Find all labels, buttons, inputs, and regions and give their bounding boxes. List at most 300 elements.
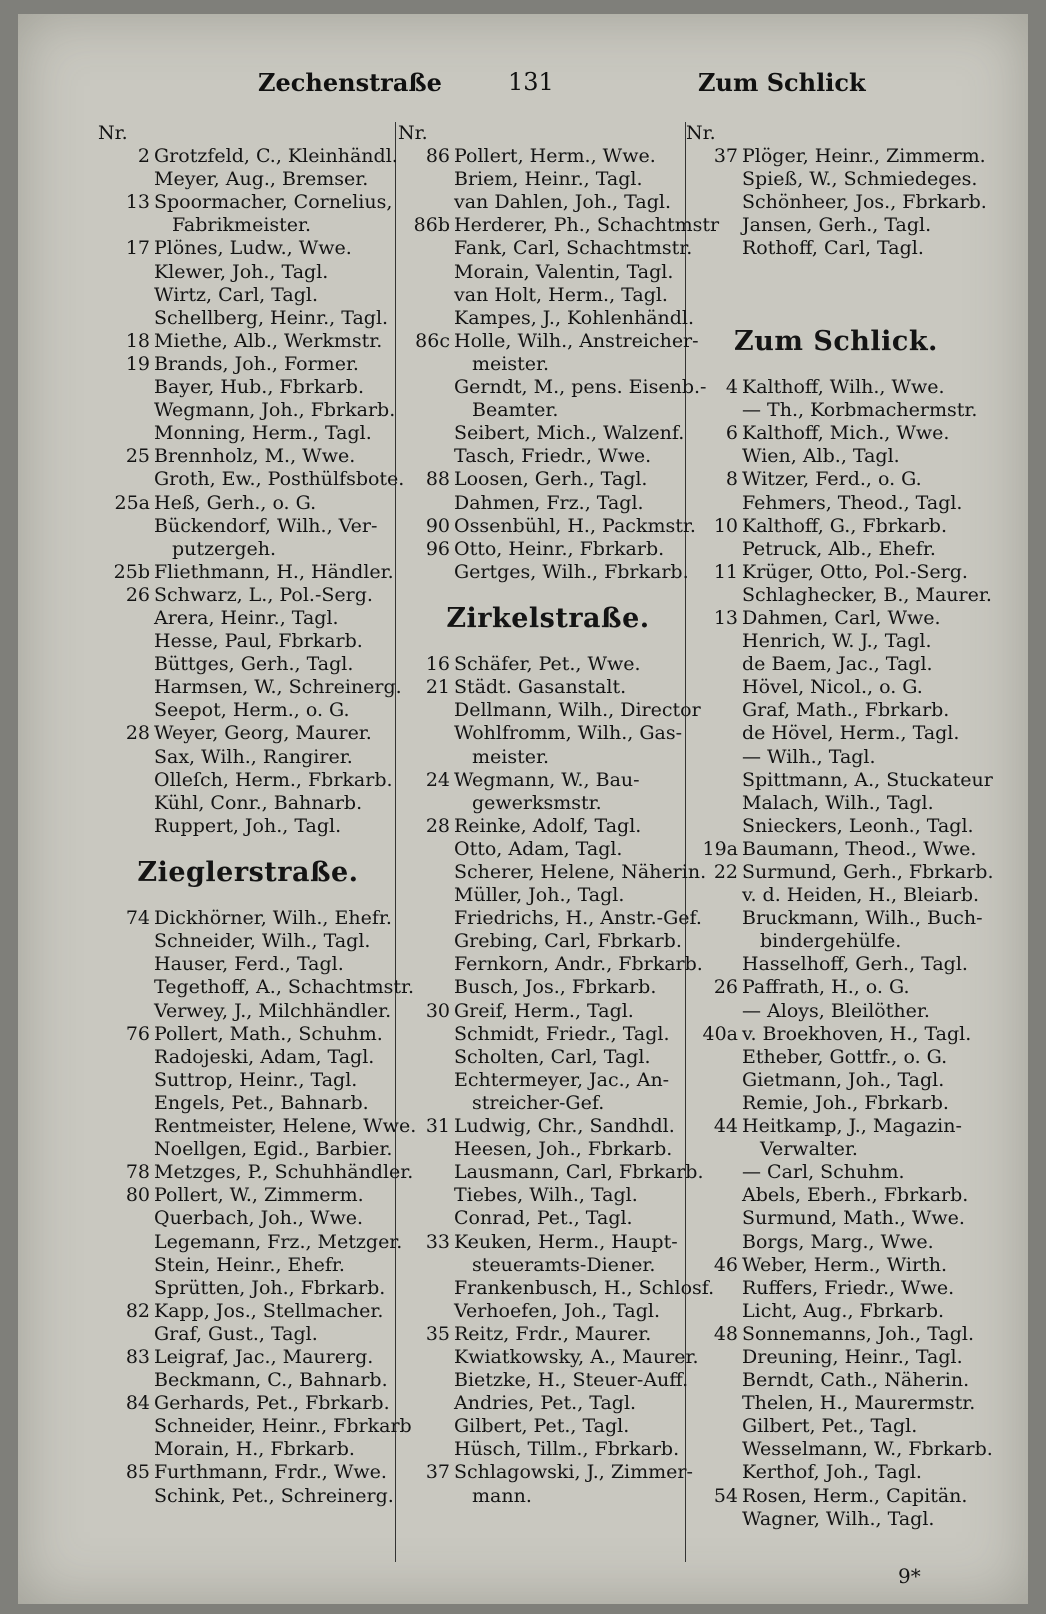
resident-text: — Carl, Schuhm. <box>742 1161 905 1184</box>
directory-entry <box>686 1369 986 1392</box>
resident-text: Henrich, W. J., Tagl. <box>742 630 932 653</box>
resident-text: Otto, Heinr., Fbrkarb. <box>454 537 665 560</box>
directory-entry <box>686 145 986 168</box>
resident-text: Dahmen, Carl, Wwe. <box>742 606 941 629</box>
house-number: 46 <box>713 1253 738 1276</box>
directory-entry <box>686 1461 986 1484</box>
number-column-label <box>398 122 698 145</box>
directory-entry <box>686 1207 986 1230</box>
column-right <box>686 122 994 1531</box>
house-number: 86c <box>415 329 450 352</box>
resident-text: Fehmers, Theod., Tagl. <box>742 491 963 514</box>
resident-text: Wohlfromm, Wilh., Gas- <box>454 722 683 745</box>
resident-text: Remie, Joh., Fbrkarb. <box>742 1091 949 1114</box>
resident-text: Graf, Gust., Tagl. <box>154 1322 318 1345</box>
directory-entry <box>686 1069 986 1092</box>
directory-entry <box>686 699 986 722</box>
directory-entry <box>98 976 415 999</box>
directory-entry <box>398 515 698 538</box>
resident-text: Müller, Joh., Tagl. <box>454 884 625 907</box>
resident-text: Wesselmann, W., Fbrkarb. <box>742 1438 993 1461</box>
directory-entry <box>398 1392 698 1415</box>
resident-text: Bückendorf, Wilh., Ver- <box>154 514 378 537</box>
resident-text: gewerksmstr. <box>472 791 602 814</box>
directory-entry <box>98 307 398 330</box>
house-number: 33 <box>425 1230 450 1253</box>
directory-entry <box>98 1415 412 1438</box>
resident-text: meister. <box>472 352 550 375</box>
directory-entry <box>686 792 986 815</box>
resident-text: Seepot, Herm., o. G. <box>154 699 350 722</box>
resident-text: Kapp, Jos., Stellmacher. <box>154 1299 384 1322</box>
resident-text: Schneider, Heinr., Fbrkarb <box>154 1415 412 1438</box>
resident-text: Ossenbühl, H., Packmstr. <box>454 514 696 537</box>
directory-entry <box>398 1369 698 1392</box>
resident-text: Metzges, P., Schuhhändler. <box>154 1161 414 1184</box>
resident-text: Keuken, Herm., Haupt- <box>454 1230 678 1253</box>
directory-entry <box>98 261 398 284</box>
directory-entry <box>398 492 698 515</box>
column-left <box>98 122 417 1508</box>
house-number: 24 <box>425 768 450 791</box>
resident-text: Holle, Wilh., Anstreicher- <box>454 329 699 352</box>
resident-text: Kerthof, Joh., Tagl. <box>742 1461 922 1484</box>
directory-entry <box>398 191 698 214</box>
resident-text: Dickhörner, Wilh., Ehefr. <box>154 907 392 930</box>
nr-label: Nr. <box>398 122 428 144</box>
directory-entry <box>686 815 986 838</box>
directory-entry <box>98 468 405 491</box>
directory-entry <box>686 422 986 445</box>
directory-entry <box>686 1000 986 1023</box>
resident-text: Heitkamp, J., Magazin- <box>742 1115 962 1138</box>
resident-text: Busch, Jos., Fbrkarb. <box>454 976 657 999</box>
directory-entry <box>686 1277 986 1300</box>
resident-text: Kwiatkowsky, A., Maurer. <box>454 1345 699 1368</box>
house-number: 85 <box>125 1461 150 1484</box>
resident-text: Beckmann, C., Bahnarb. <box>154 1369 388 1392</box>
resident-text: Legemann, Frz., Metzger. <box>154 1230 403 1253</box>
directory-entry <box>98 722 398 745</box>
directory-entry <box>398 930 698 953</box>
directory-entry <box>686 953 986 976</box>
resident-text: Wagner, Wilh., Tagl. <box>742 1507 935 1530</box>
resident-text: Wien, Alb., Tagl. <box>742 445 900 468</box>
resident-text: mann. <box>472 1484 532 1507</box>
directory-entry <box>98 630 398 653</box>
directory-entry <box>398 676 698 699</box>
house-number: 83 <box>125 1345 150 1368</box>
directory-entry <box>686 1254 986 1277</box>
resident-text: Wegmann, W., Bau- <box>454 768 640 791</box>
resident-text: Conrad, Pet., Tagl. <box>454 1207 633 1230</box>
directory-entry <box>398 1323 698 1346</box>
resident-text: Seibert, Mich., Walzenf. <box>454 422 685 445</box>
directory-entry <box>398 884 698 907</box>
resident-text: Schneider, Wilh., Tagl. <box>154 930 371 953</box>
directory-entry <box>398 284 698 307</box>
directory-entry <box>398 168 698 191</box>
resident-text: Hauser, Ferd., Tagl. <box>154 953 344 976</box>
directory-entry <box>98 1092 398 1115</box>
resident-text: de Baem, Jac., Tagl. <box>742 653 933 676</box>
directory-entry <box>686 561 986 584</box>
directory-entry <box>98 907 398 930</box>
directory-entry <box>398 769 698 792</box>
resident-text: Echtermeyer, Jac., An- <box>454 1068 670 1091</box>
directory-entry <box>686 1115 986 1138</box>
resident-text: Lausmann, Carl, Fbrkarb. <box>454 1161 704 1184</box>
directory-entry <box>98 676 402 699</box>
directory-entry <box>398 861 707 884</box>
resident-text: — Aloys, Bleilöther. <box>742 999 930 1022</box>
resident-text: — Wilh., Tagl. <box>742 745 876 768</box>
directory-entry <box>686 653 986 676</box>
directory-entry <box>98 769 398 792</box>
directory-entry <box>686 1346 986 1369</box>
directory-entry <box>398 1346 698 1369</box>
resident-text: Fernkorn, Andr., Fbrkarb. <box>454 953 703 976</box>
house-number: 78 <box>125 1161 150 1184</box>
directory-entry <box>686 1184 986 1207</box>
directory-entry <box>98 399 398 422</box>
resident-text: Morain, Valentin, Tagl. <box>454 260 674 283</box>
directory-entry <box>686 1231 986 1254</box>
resident-text: Frankenbusch, H., Schlosf. <box>454 1276 715 1299</box>
resident-text: putzergeh. <box>172 537 277 560</box>
directory-entry <box>686 1415 986 1438</box>
resident-text: Schäfer, Pet., Wwe. <box>454 653 641 676</box>
resident-text: Klewer, Joh., Tagl. <box>154 260 329 283</box>
entry-continuation <box>398 792 698 815</box>
directory-entry <box>98 145 398 168</box>
directory-entry <box>686 746 986 769</box>
directory-entry <box>686 492 986 515</box>
directory-entry <box>686 884 986 907</box>
directory-entry <box>98 515 398 538</box>
directory-entry <box>98 607 398 630</box>
directory-entry <box>686 1485 986 1508</box>
street-heading: Zum Schlick. <box>734 325 938 357</box>
resident-text: Schönheer, Jos., Fbrkarb. <box>742 191 987 214</box>
directory-entry <box>686 1438 993 1461</box>
resident-text: Plöger, Heinr., Zimmerm. <box>742 145 986 168</box>
resident-text: Leigraf, Jac., Maurerg. <box>154 1345 374 1368</box>
entry-continuation <box>398 1092 698 1115</box>
resident-text: Spoormacher, Cornelius, <box>154 191 393 214</box>
resident-text: Morain, H., Fbrkarb. <box>154 1438 355 1461</box>
directory-entry <box>686 1046 986 1069</box>
directory-entry <box>398 1138 698 1161</box>
house-number: 21 <box>425 676 450 699</box>
directory-entry <box>98 1207 398 1230</box>
directory-entry <box>686 515 986 538</box>
directory-entry <box>686 214 986 237</box>
entry-continuation <box>398 1485 698 1508</box>
directory-entry <box>98 1277 398 1300</box>
header-right-street: Zum Schlick <box>698 68 866 97</box>
directory-entry <box>686 676 986 699</box>
house-number: 28 <box>125 722 150 745</box>
house-number: 16 <box>425 653 450 676</box>
resident-text: Gerndt, M., pens. Eisenb.- <box>454 376 707 399</box>
resident-text: Rentmeister, Helene, Wwe. <box>154 1115 417 1138</box>
resident-text: van Holt, Herm., Tagl. <box>454 283 668 306</box>
house-number: 2 <box>137 145 150 168</box>
resident-text: Noellgen, Egid., Barbier. <box>154 1138 393 1161</box>
resident-text: Tiebes, Wilh., Tagl. <box>454 1184 638 1207</box>
resident-text: Städt. Gasanstalt. <box>454 676 627 699</box>
directory-entry <box>98 561 398 584</box>
page-header <box>18 62 1028 102</box>
directory-entry <box>98 584 398 607</box>
house-number: 22 <box>713 861 738 884</box>
resident-text: Schellberg, Heinr., Tagl. <box>154 306 389 329</box>
resident-text: Greif, Herm., Tagl. <box>454 999 634 1022</box>
house-number: 4 <box>725 376 738 399</box>
resident-text: Fliethmann, H., Händler. <box>154 560 394 583</box>
spacer <box>686 284 986 307</box>
directory-entry <box>398 1023 698 1046</box>
directory-entry <box>686 538 986 561</box>
directory-entry <box>398 1069 698 1092</box>
resident-text: meister. <box>472 745 550 768</box>
house-number: 44 <box>713 1115 738 1138</box>
page-number: 131 <box>508 68 554 96</box>
resident-text: Scherer, Helene, Näherin. <box>454 861 707 884</box>
signature-mark: 9* <box>898 1564 921 1588</box>
directory-entry <box>398 1231 698 1254</box>
resident-text: Engels, Pet., Bahnarb. <box>154 1091 369 1114</box>
resident-text: Reinke, Adolf, Tagl. <box>454 814 642 837</box>
directory-entry <box>686 768 993 792</box>
directory-entry <box>98 1300 398 1323</box>
directory-entry <box>398 445 698 468</box>
resident-text: Heesen, Joh., Fbrkarb. <box>454 1138 673 1161</box>
directory-entry <box>98 746 398 769</box>
directory-entry <box>98 445 398 468</box>
house-number: 80 <box>125 1184 150 1207</box>
resident-text: Borgs, Marg., Wwe. <box>742 1230 934 1253</box>
directory-entry <box>98 1323 398 1346</box>
resident-text: Gerhards, Pet., Fbrkarb. <box>154 1392 390 1415</box>
directory-entry <box>398 468 698 491</box>
resident-text: Petruck, Alb., Ehefr. <box>742 537 936 560</box>
resident-text: Gilbert, Pet., Tagl. <box>742 1415 918 1438</box>
resident-text: Witzer, Ferd., o. G. <box>742 468 922 491</box>
directory-entry <box>686 1300 986 1323</box>
resident-text: Olleſch, Herm., Fbrkarb. <box>154 768 393 791</box>
directory-entry <box>398 1046 698 1069</box>
resident-text: Ruffers, Friedr., Wwe. <box>742 1276 955 1299</box>
resident-text: Hüsch, Tillm., Fbrkarb. <box>454 1438 680 1461</box>
resident-text: Verhoefen, Joh., Tagl. <box>454 1299 661 1322</box>
directory-entry <box>686 237 986 260</box>
house-number: 17 <box>125 237 150 260</box>
directory-entry <box>686 907 986 930</box>
directory-entry <box>398 561 698 584</box>
directory-entry <box>398 1000 698 1023</box>
resident-text: Meyer, Aug., Bremser. <box>154 168 369 191</box>
resident-text: Verwey, J., Milchhändler. <box>154 999 392 1022</box>
house-number: 48 <box>713 1322 738 1345</box>
resident-text: v. d. Heiden, H., Bleiarb. <box>742 884 980 907</box>
directory-entry <box>398 1115 698 1138</box>
directory-entry <box>98 1369 398 1392</box>
house-number: 25a <box>114 491 150 514</box>
resident-text: Schlagowski, J., Zimmer- <box>454 1461 693 1484</box>
directory-entry <box>398 1161 704 1184</box>
directory-entry <box>398 376 707 399</box>
house-number: 26 <box>125 583 150 606</box>
house-number: 90 <box>425 514 450 537</box>
directory-entry <box>98 1184 398 1207</box>
resident-text: Abels, Eberh., Fbrkarb. <box>742 1184 969 1207</box>
resident-text: Otto, Adam, Tagl. <box>454 837 623 860</box>
nr-label: Nr. <box>686 122 716 144</box>
directory-entry <box>398 1300 698 1323</box>
directory-entry <box>398 145 698 168</box>
directory-entry <box>398 1438 698 1461</box>
directory-entry <box>398 1415 698 1438</box>
house-number: 74 <box>125 907 150 930</box>
directory-entry <box>686 399 986 422</box>
directory-entry <box>398 307 698 330</box>
resident-text: Rothoff, Carl, Tagl. <box>742 237 924 260</box>
house-number: 8 <box>725 468 738 491</box>
directory-entry <box>98 1230 403 1254</box>
resident-text: Pollert, W., Zimmerm. <box>154 1184 364 1207</box>
directory-entry <box>686 376 986 399</box>
resident-text: Wirtz, Carl, Tagl. <box>154 283 318 306</box>
directory-entry <box>98 699 398 722</box>
resident-text: Malach, Wilh., Tagl. <box>742 791 934 814</box>
directory-entry <box>398 214 720 237</box>
directory-entry <box>398 422 698 445</box>
resident-text: Berndt, Cath., Näherin. <box>742 1369 970 1392</box>
resident-text: Kalthoff, Mich., Wwe. <box>742 422 950 445</box>
resident-text: Suttrop, Heinr., Tagl. <box>154 1068 358 1091</box>
directory-entry <box>686 1023 986 1046</box>
directory-entry <box>398 653 698 676</box>
directory-entry <box>686 630 986 653</box>
resident-text: Groth, Ew., Posthülfsbote. <box>154 468 405 491</box>
resident-text: Hasselhoff, Gerh., Tagl. <box>742 953 968 976</box>
street-heading: Zirkelstraße. <box>446 602 650 634</box>
resident-text: Brands, Joh., Former. <box>154 352 359 375</box>
resident-text: Schmidt, Friedr., Tagl. <box>454 1022 670 1045</box>
resident-text: Weyer, Georg, Maurer. <box>154 722 372 745</box>
directory-entry <box>98 815 398 838</box>
house-number: 86b <box>413 214 450 237</box>
resident-text: Dahmen, Frz., Tagl. <box>454 491 644 514</box>
resident-text: Radojeski, Adam, Tagl. <box>154 1045 375 1068</box>
directory-entry <box>398 907 702 930</box>
resident-text: Surmund, Math., Wwe. <box>742 1207 965 1230</box>
entry-continuation <box>98 538 398 561</box>
resident-text: Brennholz, M., Wwe. <box>154 445 356 468</box>
house-number: 19a <box>702 837 738 860</box>
resident-text: Gietmann, Joh., Tagl. <box>742 1068 945 1091</box>
directory-entry <box>98 1138 398 1161</box>
resident-text: Sonnemanns, Joh., Tagl. <box>742 1322 975 1345</box>
resident-text: Plönes, Ludw., Wwe. <box>154 237 352 260</box>
directory-entry <box>98 191 398 214</box>
resident-text: Fabrikmeister. <box>172 214 312 237</box>
directory-entry <box>686 468 986 491</box>
resident-text: Dreuning, Heinr., Tagl. <box>742 1345 963 1368</box>
directory-entry <box>398 1276 715 1300</box>
directory-entry <box>686 1092 986 1115</box>
directory-entry <box>398 838 698 861</box>
entry-continuation <box>686 1138 986 1161</box>
resident-text: Jansen, Gerh., Tagl. <box>742 214 932 237</box>
directory-entry <box>98 1461 398 1484</box>
directory-entry <box>686 191 986 214</box>
resident-text: streicher-Gef. <box>472 1091 605 1114</box>
house-number: 37 <box>713 145 738 168</box>
house-number: 35 <box>425 1322 450 1345</box>
directory-entry <box>98 1115 417 1138</box>
resident-text: Wegmann, Joh., Fbrkarb. <box>154 399 396 422</box>
directory-entry <box>98 422 398 445</box>
resident-text: Krüger, Otto, Pol.-Serg. <box>742 560 968 583</box>
house-number: 31 <box>425 1115 450 1138</box>
house-number: 19 <box>125 352 150 375</box>
directory-entry <box>398 953 703 976</box>
resident-text: Loosen, Gerh., Tagl. <box>454 468 648 491</box>
resident-text: Baumann, Theod., Wwe. <box>742 837 977 860</box>
directory-entry <box>686 1323 986 1346</box>
entry-continuation <box>98 214 398 237</box>
directory-entry <box>98 930 398 953</box>
directory-entry <box>98 1346 398 1369</box>
house-number: 25 <box>125 445 150 468</box>
resident-text: Sax, Wilh., Rangirer. <box>154 745 353 768</box>
resident-text: Tasch, Friedr., Wwe. <box>454 445 652 468</box>
directory-entry <box>398 1207 698 1230</box>
directory-entry <box>98 1438 398 1461</box>
directory-entry <box>398 815 698 838</box>
resident-text: Harmsen, W., Schreinerg. <box>154 676 402 699</box>
house-number: 37 <box>425 1461 450 1484</box>
resident-text: Thelen, H., Maurermstr. <box>742 1392 976 1415</box>
directory-entry <box>686 583 992 607</box>
resident-text: Friedrichs, H., Anstr.-Gef. <box>454 907 702 930</box>
resident-text: Pollert, Math., Schuhm. <box>154 1022 383 1045</box>
directory-entry <box>98 1046 398 1069</box>
directory-entry <box>686 445 986 468</box>
resident-text: Pollert, Herm., Wwe. <box>454 145 656 168</box>
entry-continuation <box>686 930 986 953</box>
resident-text: Spieß, W., Schmiedeges. <box>742 168 978 191</box>
directory-entry <box>398 722 698 745</box>
house-number: 11 <box>713 560 738 583</box>
number-column-label <box>98 122 398 145</box>
house-number: 96 <box>425 537 450 560</box>
resident-text: Bayer, Hub., Fbrkarb. <box>154 376 364 399</box>
number-column-label <box>686 122 986 145</box>
directory-entry <box>686 1508 986 1531</box>
directory-entry <box>398 538 698 561</box>
resident-text: Dellmann, Wilh., Director <box>454 699 701 722</box>
resident-text: Kampes, J., Kohlenhändl. <box>454 306 695 329</box>
resident-text: van Dahlen, Joh., Tagl. <box>454 191 671 214</box>
entry-continuation <box>398 746 698 769</box>
resident-text: Weber, Herm., Wirth. <box>742 1253 948 1276</box>
resident-text: Andries, Pet., Tagl. <box>454 1392 637 1415</box>
resident-text: Graf, Math., Fbrkarb. <box>742 699 950 722</box>
